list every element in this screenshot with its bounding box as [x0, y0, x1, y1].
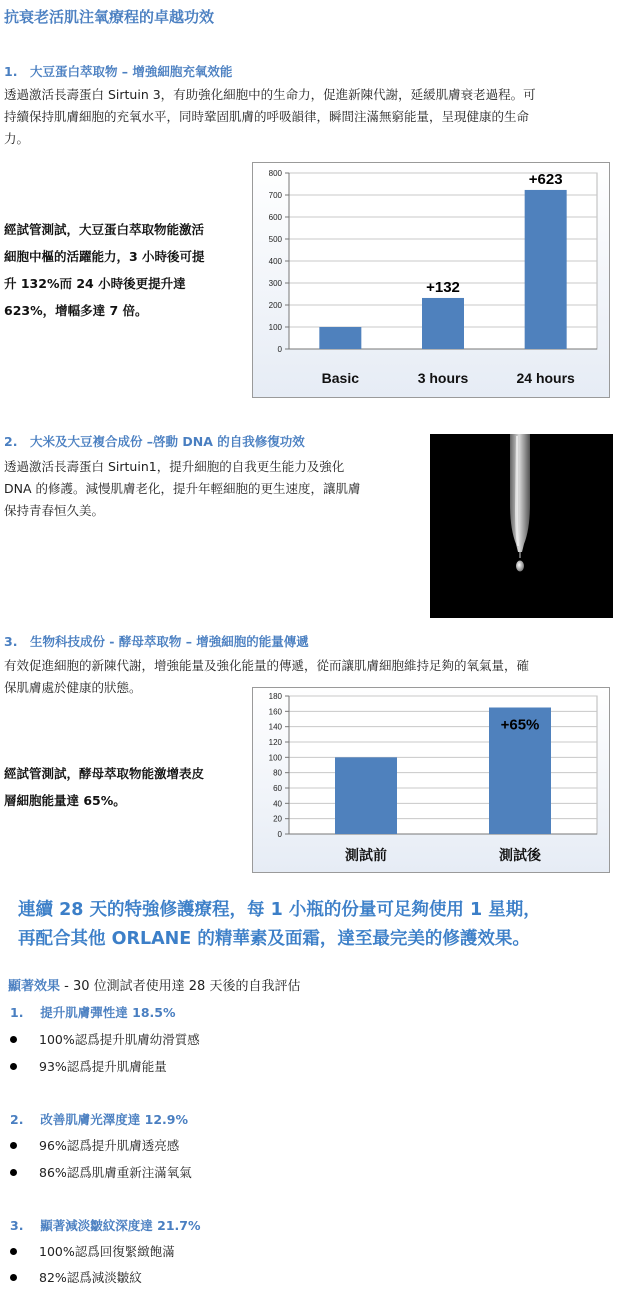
section3-line: 保肌膚處於健康的狀態。: [4, 680, 142, 695]
section2-heading: 2. 大米及大豆複合成份 –啓動 DNA 的自我修復功效: [4, 434, 305, 449]
bullet-text: 100%認爲提升肌膚幼滑質感: [39, 1032, 200, 1047]
chart-yeast-extract: [252, 687, 610, 873]
page-title: 抗衰老活肌注氧療程的卓越功效: [4, 8, 215, 26]
x-tick-label: Basic: [321, 370, 360, 386]
dropper-photo: [430, 434, 613, 618]
y-tick-label: 160: [268, 707, 282, 717]
data-label: +623: [528, 170, 563, 188]
section1-test-note: [4, 216, 244, 324]
bar: [422, 298, 464, 349]
y-tick-label: 60: [273, 784, 282, 793]
section3-heading: 3. 生物科技成份 - 酵母萃取物 – 增強細胞的能量傳遞: [4, 634, 309, 649]
list-item: [10, 1136, 179, 1154]
y-tick-label: 120: [268, 738, 282, 747]
y-tick-label: 100: [268, 753, 282, 763]
bullet-icon: [10, 1063, 17, 1070]
section1-line: 持續保持肌膚細胞的充氧水平，同時鞏固肌膚的呼吸韻律，瞬間注滿無窮能量，呈現健康的生命: [4, 109, 530, 124]
y-tick-label: 0: [277, 830, 282, 839]
banner-line: 連續 28 天的特強修護療程，每 1 小瓶的份量可足夠使用 1 星期，: [18, 900, 541, 920]
section2-line: DNA 的修護。減慢肌膚老化，提升年輕細胞的更生速度，讓肌膚: [4, 481, 361, 496]
list-item: [10, 1242, 175, 1260]
y-tick-label: 300: [268, 279, 282, 288]
x-tick-label: 24 hours: [516, 370, 575, 386]
chart-yeast-extract-svg: [253, 688, 609, 872]
chart-soy-protein-svg: [253, 163, 609, 397]
y-tick-label: 80: [273, 768, 282, 778]
list-item: [10, 1030, 200, 1048]
section1-line: 力。: [4, 131, 30, 146]
section1-paragraph: [4, 84, 536, 150]
x-tick-label: 測試前: [345, 847, 387, 863]
y-tick-label: 500: [268, 235, 282, 244]
section3-line: 有效促進細胞的新陳代謝，增強能量及強化能量的傳遞，從而讓肌膚細胞維持足夠的氧氣量，確: [4, 658, 530, 673]
note-line: 623%，增幅多達 7 倍。: [4, 303, 148, 318]
effects-intro: [8, 975, 300, 994]
bar: [525, 190, 567, 349]
section2-paragraph: [4, 456, 361, 522]
bullet-icon: [10, 1036, 17, 1043]
y-tick-label: 20: [273, 814, 282, 824]
bullet-icon: [10, 1142, 17, 1149]
banner-line: 再配合其他 ORLANE 的精華素及面霜，達至最完美的修護效果。: [18, 929, 530, 949]
y-tick-label: 400: [268, 257, 282, 266]
chart-soy-protein: [252, 162, 610, 398]
note-line: 細胞中樞的活躍能力，3 小時後可提: [4, 249, 205, 264]
x-tick-label: 測試後: [499, 847, 541, 863]
bullet-text: 86%認爲肌膚重新注滿氧氣: [39, 1165, 192, 1180]
effects-desc: - 30 位測試者使用達 28 天後的自我評估: [60, 979, 301, 994]
y-tick-label: 0: [277, 345, 282, 354]
bullet-icon: [10, 1248, 17, 1255]
y-tick-label: 100: [268, 323, 282, 332]
bullet-text: 96%認爲提升肌膚透亮感: [39, 1138, 180, 1153]
note-line: 層細胞能量達 65%。: [4, 793, 126, 808]
dropper-image: [430, 434, 613, 618]
bullet-icon: [10, 1274, 17, 1281]
effect-heading: 2. 改善肌膚光澤度達 12.9%: [10, 1112, 189, 1127]
note-line: 經試管測試，酵母萃取物能激增表皮: [4, 766, 205, 781]
y-tick-label: 800: [268, 169, 282, 178]
list-item: [10, 1057, 167, 1075]
y-tick-label: 140: [268, 722, 282, 732]
y-tick-label: 600: [268, 213, 282, 222]
section1-line: 透過激活長壽蛋白 Sirtuin 3，有助強化細胞中的生命力，促進新陳代謝，延緩肌膚衰老過程。可: [4, 87, 536, 102]
effects-label: 顯著效果: [8, 979, 61, 994]
bar: [319, 327, 361, 349]
bullet-icon: [10, 1169, 17, 1176]
note-line: 升 132%而 24 小時後更提升達: [4, 276, 186, 291]
list-item: [10, 1268, 142, 1286]
bullet-text: 82%認爲減淡皺紋: [39, 1270, 142, 1285]
list-item: [10, 1163, 192, 1181]
section3-test-note: [4, 760, 244, 814]
y-tick-label: 200: [268, 301, 282, 310]
x-tick-label: 3 hours: [417, 370, 469, 386]
data-label: +132: [426, 278, 460, 296]
bullet-text: 93%認爲提升肌膚能量: [39, 1059, 167, 1074]
section1-heading: 1. 大豆蛋白萃取物 – 增強細胞充氧效能: [4, 64, 233, 79]
y-tick-label: 700: [268, 191, 282, 200]
bullet-text: 100%認爲回復緊緻飽滿: [39, 1244, 175, 1259]
section2-line: 保持青春恒久美。: [4, 503, 105, 518]
y-tick-label: 180: [268, 692, 282, 701]
effect-heading: 1. 提升肌膚彈性達 18.5%: [10, 1005, 176, 1020]
section2-line: 透過激活長壽蛋白 Sirtuin1，提升細胞的自我更生能力及強化: [4, 459, 345, 474]
promo-banner: [18, 896, 618, 954]
note-line: 經試管測試，大豆蛋白萃取物能激活: [4, 222, 205, 237]
data-label: +65%: [500, 716, 540, 734]
effect-heading: 3. 顯著減淡皺紋深度達 21.7%: [10, 1218, 201, 1233]
bar: [335, 757, 397, 834]
y-tick-label: 40: [273, 799, 282, 809]
